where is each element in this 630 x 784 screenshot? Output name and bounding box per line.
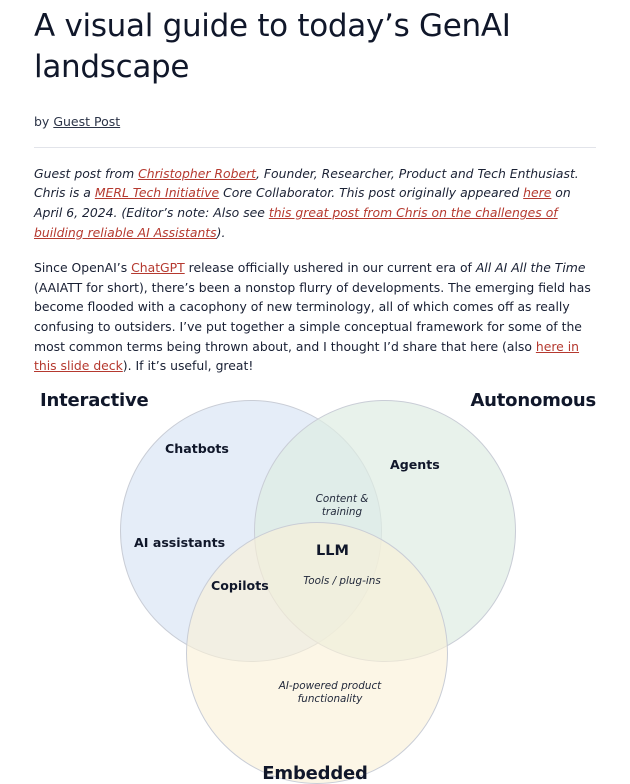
- byline-prefix: by: [34, 113, 50, 129]
- editor-intro-paragraph: [34, 164, 596, 242]
- venn-item-copilots: Copilots: [211, 577, 269, 593]
- intro-after-org: Core Collaborator. This post originally appeared: [219, 185, 524, 201]
- venn-overlap-ai-powered-product: AI-powered product functionality: [278, 679, 382, 706]
- paragraph-part4: ). If it’s useful, great!: [122, 358, 254, 374]
- org-link[interactable]: MERL Tech Initiative: [94, 185, 220, 201]
- byline-author-link[interactable]: Guest Post: [53, 113, 121, 129]
- intro-after-author: , Founder, Researcher, Product and Tech Enthusiast. Chris is a: [34, 165, 579, 201]
- paragraph-part2: release officially ushered in our current era of: [184, 260, 476, 276]
- intro-lead: Guest post from: [34, 165, 139, 181]
- venn-item-llm: LLM: [316, 542, 349, 559]
- venn-overlap-content-training: Content & training: [315, 492, 369, 519]
- intro-tail: ).: [216, 224, 226, 240]
- author-link[interactable]: Christopher Robert: [138, 165, 257, 181]
- article-page: [0, 6, 630, 784]
- venn-label-interactive: Interactive: [40, 389, 149, 411]
- venn-diagram: [34, 389, 596, 784]
- paragraph-italic-phrase: All AI All the Time: [475, 260, 586, 276]
- slide-deck-link[interactable]: here in this slide deck: [34, 338, 580, 374]
- venn-item-chatbots: Chatbots: [165, 440, 229, 456]
- venn-item-ai-assistants: AI assistants: [134, 534, 226, 550]
- venn-overlap-tools-plugins: Tools / plug-ins: [303, 574, 381, 587]
- venn-item-agents: Agents: [390, 456, 440, 472]
- divider: [34, 147, 596, 148]
- paragraph-part1: Since OpenAI’s: [34, 260, 132, 276]
- byline: [34, 114, 596, 129]
- venn-label-autonomous: Autonomous: [470, 389, 596, 411]
- page-title: A visual guide to today’s GenAI landscape: [34, 8, 511, 85]
- chatgpt-link[interactable]: ChatGPT: [131, 260, 185, 276]
- original-post-link[interactable]: here: [523, 185, 552, 201]
- related-post-link[interactable]: this great post from Chris on the challenges of building reliable AI Assistants: [34, 205, 558, 240]
- intro-after-here: on April 6, 2024. (Editor’s note: Also see: [34, 185, 571, 220]
- body-paragraph: [34, 258, 596, 376]
- venn-label-embedded: Embedded: [262, 762, 368, 784]
- venn-circle-embedded: [186, 522, 448, 784]
- paragraph-part3: (AAIATT for short), there’s been a nonstop flurry of developments. The emerging field has become flooded with a cacophony of new terminology, all of which comes off as really confusing to outsiders. I’ve put together a simple conceptual framework for some of the most common terms being thrown about, and I thought I’d share that here (also: [34, 279, 591, 354]
